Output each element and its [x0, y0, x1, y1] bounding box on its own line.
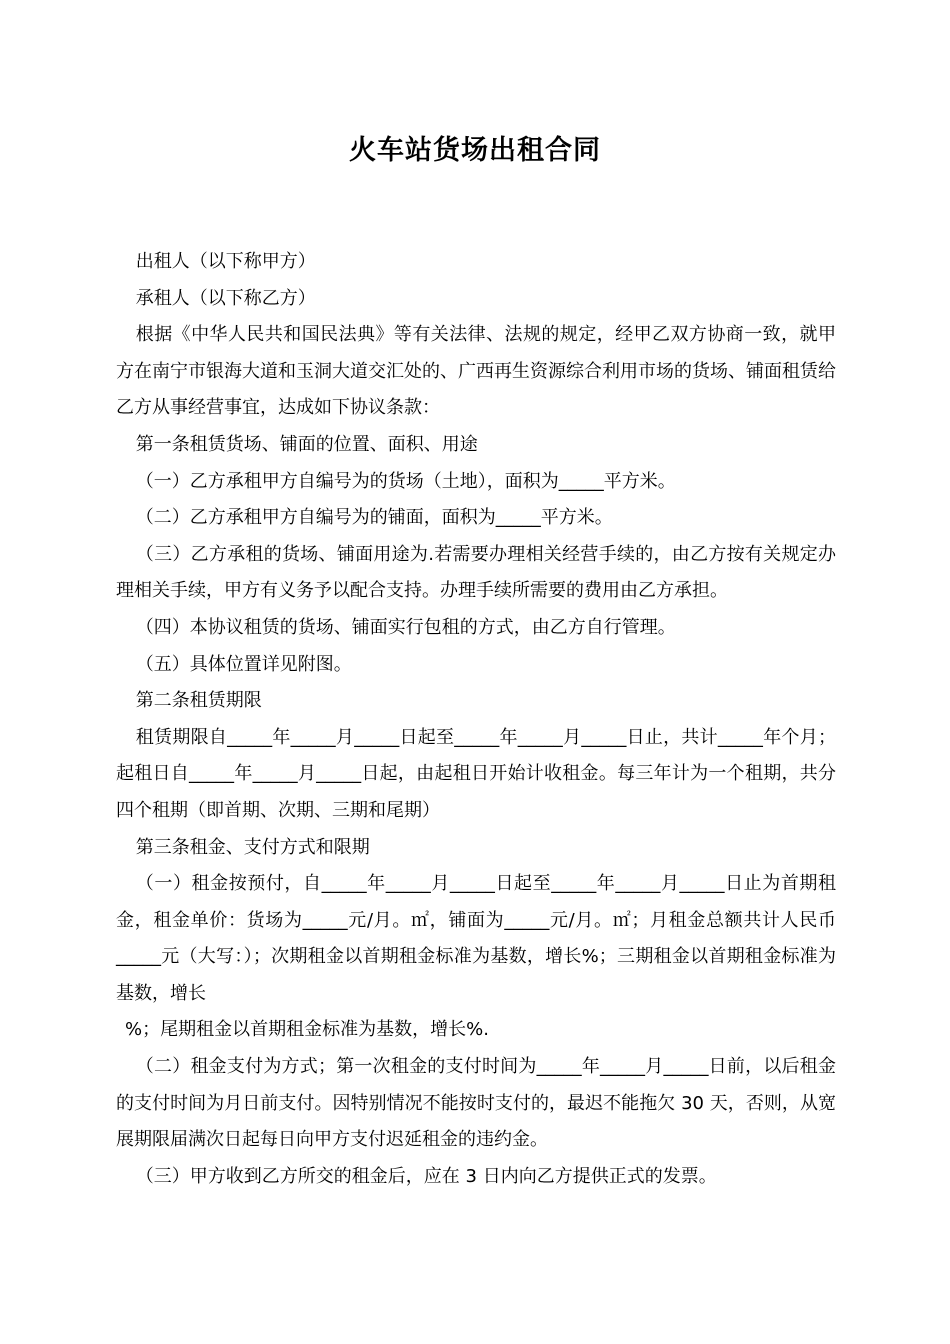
- article-3-item-1-continued: %；尾期租金以首期租金标准为基数，增长%.: [125, 1019, 489, 1041]
- article-1-item-4: （四）本协议租赁的货场、铺面实行包租的方式，由乙方自行管理。: [135, 616, 676, 638]
- article-2-heading: 第二条租赁期限: [135, 690, 262, 712]
- article-1-item-2: （二）乙方承租甲方自编号为的铺面，面积为_____平方米。: [135, 507, 613, 529]
- document-body: [116, 244, 836, 1195]
- article-3-item-3: （三）甲方收到乙方所交的租金后，应在 3 日内向乙方提供正式的发票。: [135, 1165, 717, 1187]
- article-3-item-1: （一）租金按预付，自_____年_____月_____日起至_____年_____月_____日止为首期租金，租金单价：货场为_____元/月。㎡，铺面为_____元/月。㎡；月租金总额共计人民币_____元（大写：）；次期租金以首期租金标准为基数，增长%；三期租金以首期租金标准为基数，增长: [116, 873, 836, 1004]
- document-title: 火车站货场出租合同: [349, 135, 601, 166]
- article-1-item-5: （五）具体位置详见附图。: [135, 653, 352, 675]
- article-1-item-1: （一）乙方承租甲方自编号为的货场（土地），面积为_____平方米。: [135, 470, 676, 492]
- paragraph-preamble: 根据《中华人民共和国民法典》等有关法律、法规的规定，经甲乙双方协商一致，就甲方在南宁市银海大道和玉洞大道交汇处的、广西再生资源综合利用市场的货场、铺面租赁给乙方从事经营事宜，达成如下协议条款：: [116, 324, 836, 419]
- paragraph-lessee: 承租人（以下称乙方）: [135, 287, 316, 309]
- article-2-body: 租赁期限自_____年_____月_____日起至_____年_____月_____日止，共计_____年个月；起租日自_____年_____月_____日起，由起租日开始计收租金。每三年计为一个租期，共分四个租期（即首期、次期、三期和尾期）: [116, 726, 836, 821]
- paragraph-lessor: 出租人（以下称甲方）: [135, 251, 316, 272]
- article-3-heading: 第三条租金、支付方式和限期: [135, 836, 370, 858]
- article-1-item-3: （三）乙方承租的货场、铺面用途为.若需要办理相关经营手续的，由乙方按有关规定办理相关手续，甲方有义务予以配合支持。办理手续所需要的费用由乙方承担。: [116, 543, 836, 602]
- article-3-item-2: （二）租金支付为方式；第一次租金的支付时间为_____年_____月_____日前，以后租金的支付时间为月日前支付。因特别情况不能按时支付的，最迟不能拖欠 30 天，否则，从宽展期限届满次日起每日向甲方支付迟延租金的违约金。: [116, 1056, 836, 1151]
- article-1-heading: 第一条租赁货场、铺面的位置、面积、用途: [135, 433, 478, 455]
